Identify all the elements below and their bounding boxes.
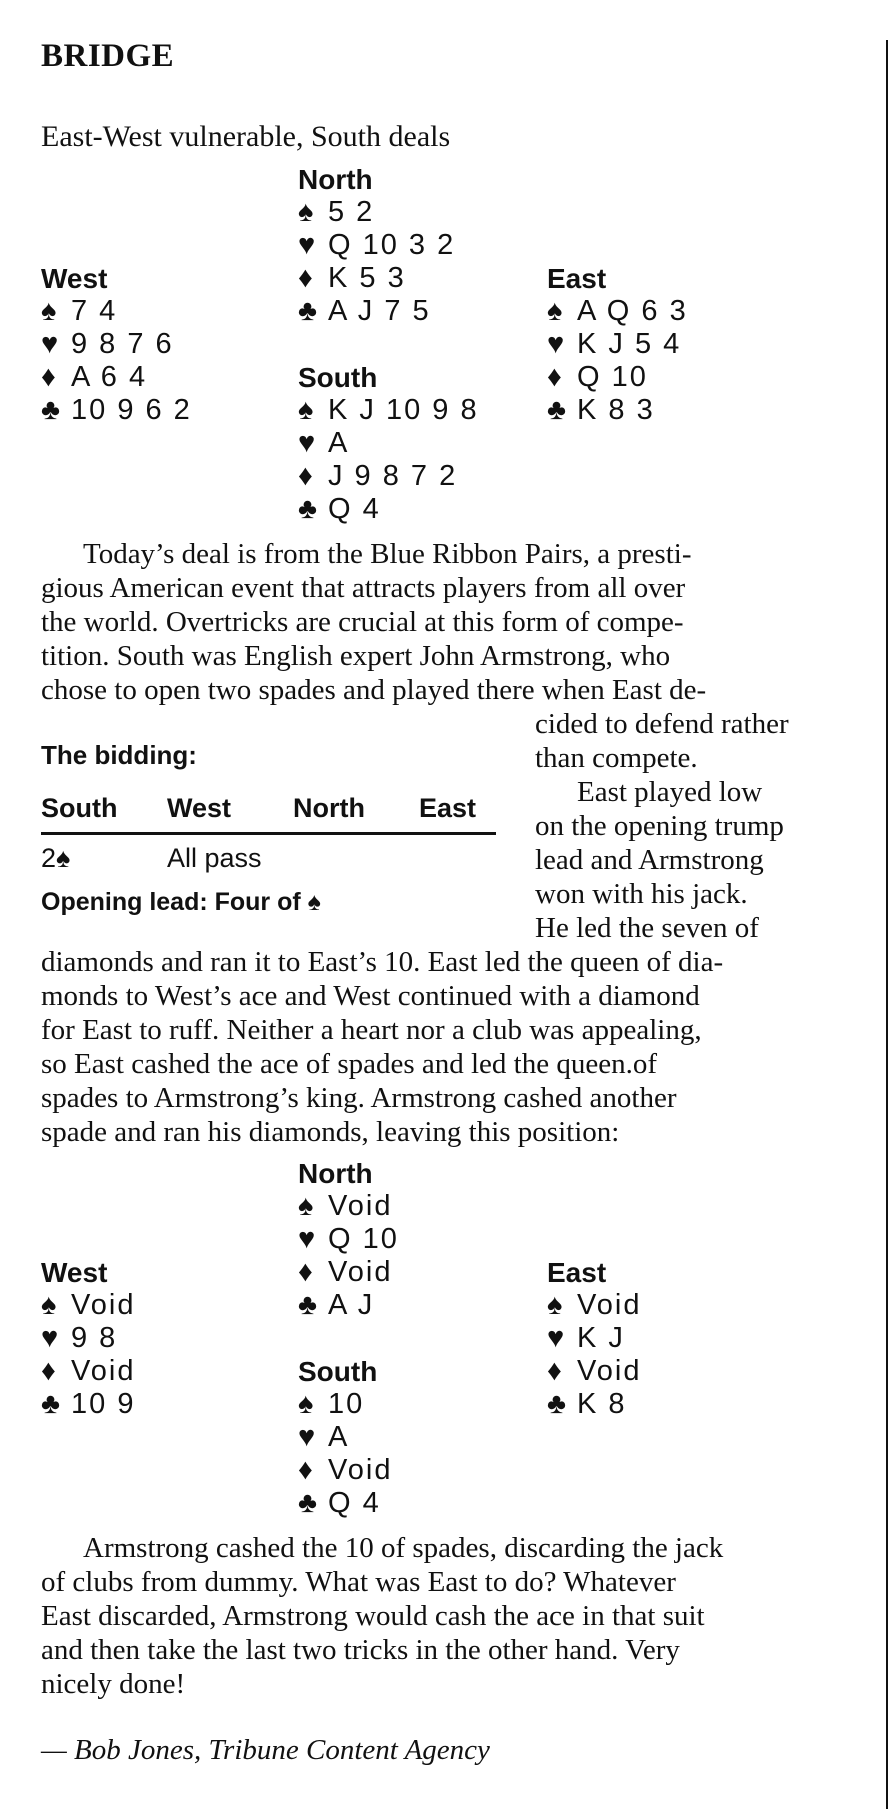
hand-name: North xyxy=(298,164,373,195)
south-end-hand xyxy=(298,1355,392,1520)
east-spades: Void xyxy=(577,1289,642,1321)
spade-icon: ♠ xyxy=(547,1289,563,1321)
hand-name: West xyxy=(41,1257,108,1288)
east-hand xyxy=(547,262,688,427)
spade-icon: ♠ xyxy=(547,295,563,327)
bid-cell: All pass xyxy=(167,843,262,873)
text-line: the world. Overtricks are crucial at this form of compe- xyxy=(41,606,684,638)
heart-icon: ♥ xyxy=(298,427,316,459)
north-end-hand xyxy=(298,1157,399,1322)
spade-icon: ♠ xyxy=(298,394,314,426)
column-rule xyxy=(886,40,888,1809)
south-spades: K J 10 9 8 xyxy=(328,394,479,426)
south-clubs: Q 4 xyxy=(328,1487,381,1519)
byline: — Bob Jones, Tribune Content Agency xyxy=(41,1734,490,1766)
club-icon: ♣ xyxy=(298,493,318,525)
bid-cell xyxy=(293,834,419,875)
text-line: cided to defend rather xyxy=(535,708,789,740)
spade-icon: ♠ xyxy=(41,1289,57,1321)
hand-name: West xyxy=(41,263,108,294)
text-line: spade and ran his diamonds, leaving this position: xyxy=(41,1116,620,1148)
bid-cell: 2♠ xyxy=(41,843,71,873)
heart-icon: ♥ xyxy=(298,1421,316,1453)
diamond-icon: ♦ xyxy=(298,1256,313,1288)
west-clubs: 10 9 xyxy=(71,1388,136,1420)
bid-header: South xyxy=(41,793,167,834)
south-diamonds: J 9 8 7 2 xyxy=(328,460,458,492)
west-hearts: 9 8 xyxy=(71,1322,118,1354)
heart-icon: ♥ xyxy=(547,328,565,360)
diamond-icon: ♦ xyxy=(547,361,562,393)
north-spades: 5 2 xyxy=(328,196,375,228)
text-line: He led the seven of xyxy=(535,912,759,944)
north-clubs: A J xyxy=(328,1289,375,1321)
north-hand xyxy=(298,163,455,328)
bid-header: North xyxy=(293,793,419,834)
west-spades: 7 4 xyxy=(71,295,118,327)
page-title: BRIDGE xyxy=(41,38,175,74)
hand-name: South xyxy=(298,1356,378,1387)
diamond-icon: ♦ xyxy=(547,1355,562,1387)
text-line: spades to Armstrong’s king. Armstrong cashed another xyxy=(41,1082,677,1114)
text-line: so East cashed the ace of spades and led the queen.of xyxy=(41,1048,658,1080)
west-spades: Void xyxy=(71,1289,136,1321)
article-paragraph-3 xyxy=(41,1531,723,1701)
text-line: lead and Armstrong xyxy=(535,844,764,876)
south-hearts: A xyxy=(328,1421,350,1453)
west-end-hand xyxy=(41,1256,135,1421)
north-clubs: A J 7 5 xyxy=(328,295,431,327)
north-hearts: Q 10 3 2 xyxy=(328,229,456,261)
text-line: on the opening trump xyxy=(535,810,784,842)
club-icon: ♣ xyxy=(298,1289,318,1321)
text-line: won with his jack. xyxy=(535,878,748,910)
west-diamonds: Void xyxy=(71,1355,136,1387)
north-hearts: Q 10 xyxy=(328,1223,399,1255)
club-icon: ♣ xyxy=(298,1487,318,1519)
text-line: diamonds and ran it to East’s 10. East led the queen of dia- xyxy=(41,946,724,978)
spade-icon: ♠ xyxy=(41,295,57,327)
bidding-box xyxy=(41,740,496,917)
east-clubs: K 8 xyxy=(577,1388,627,1420)
diamond-icon: ♦ xyxy=(41,361,56,393)
heart-icon: ♥ xyxy=(41,328,59,360)
opening-lead: Opening lead: Four of ♠ xyxy=(41,888,321,916)
east-diamonds: Void xyxy=(577,1355,642,1387)
article-paragraph-1 xyxy=(41,537,706,707)
heart-icon: ♥ xyxy=(298,229,316,261)
vulnerability-line: East-West vulnerable, South deals xyxy=(41,120,451,153)
diamond-icon: ♦ xyxy=(298,1454,313,1486)
text-line: chose to open two spades and played there when East de- xyxy=(41,674,707,706)
east-hearts: K J 5 4 xyxy=(577,328,682,360)
text-line: East played low xyxy=(577,776,763,808)
north-diamonds: Void xyxy=(328,1256,393,1288)
text-line: gious American event that attracts players from all over xyxy=(41,572,686,604)
heart-icon: ♥ xyxy=(41,1322,59,1354)
south-spades: 10 xyxy=(328,1388,365,1420)
bid-header: West xyxy=(167,793,293,834)
club-icon: ♣ xyxy=(41,1388,61,1420)
diamond-icon: ♦ xyxy=(298,460,313,492)
text-line: Today’s deal is from the Blue Ribbon Pairs, a presti- xyxy=(83,538,692,570)
spade-icon: ♠ xyxy=(298,1388,314,1420)
south-diamonds: Void xyxy=(328,1454,393,1486)
east-diamonds: Q 10 xyxy=(577,361,648,393)
club-icon: ♣ xyxy=(547,1388,567,1420)
east-spades: A Q 6 3 xyxy=(577,295,688,327)
north-spades: Void xyxy=(328,1190,393,1222)
bid-cell xyxy=(419,834,496,875)
south-hand xyxy=(298,361,479,526)
text-line: nicely done! xyxy=(41,1668,186,1700)
bid-header: East xyxy=(419,793,496,834)
text-line: and then take the last two tricks in the other hand. Very xyxy=(41,1634,680,1666)
diamond-icon: ♦ xyxy=(41,1355,56,1387)
west-hand xyxy=(41,262,192,427)
bidding-table xyxy=(41,793,496,874)
text-line: monds to West’s ace and West continued with a diamond xyxy=(41,980,700,1012)
east-hearts: K J xyxy=(577,1322,625,1354)
diamond-icon: ♦ xyxy=(298,262,313,294)
article-paragraph-2 xyxy=(41,945,723,1149)
text-line: East discarded, Armstrong would cash the ace in that suit xyxy=(41,1600,705,1632)
west-hearts: 9 8 7 6 xyxy=(71,328,174,360)
west-clubs: 10 9 6 2 xyxy=(71,394,192,426)
north-diamonds: K 5 3 xyxy=(328,262,406,294)
hand-name: South xyxy=(298,362,378,393)
article-side-column xyxy=(535,707,789,945)
club-icon: ♣ xyxy=(41,394,61,426)
bidding-title: The bidding: xyxy=(41,740,197,770)
heart-icon: ♥ xyxy=(298,1223,316,1255)
text-line: of clubs from dummy. What was East to do? Whatever xyxy=(41,1566,676,1598)
west-diamonds: A 6 4 xyxy=(71,361,148,393)
club-icon: ♣ xyxy=(547,394,567,426)
text-line: for East to ruff. Neither a heart nor a club was appealing, xyxy=(41,1014,702,1046)
text-line: tition. South was English expert John Armstrong, who xyxy=(41,640,671,672)
text-line: than compete. xyxy=(535,742,698,774)
club-icon: ♣ xyxy=(298,295,318,327)
heart-icon: ♥ xyxy=(547,1322,565,1354)
hand-name: East xyxy=(547,263,607,294)
south-clubs: Q 4 xyxy=(328,493,381,525)
spade-icon: ♠ xyxy=(298,196,314,228)
south-hearts: A xyxy=(328,427,350,459)
east-end-hand xyxy=(547,1256,641,1421)
text-line: Armstrong cashed the 10 of spades, discarding the jack xyxy=(83,1532,724,1564)
hand-name: North xyxy=(298,1158,373,1189)
spade-icon: ♠ xyxy=(298,1190,314,1222)
hand-name: East xyxy=(547,1257,607,1288)
east-clubs: K 8 3 xyxy=(577,394,655,426)
